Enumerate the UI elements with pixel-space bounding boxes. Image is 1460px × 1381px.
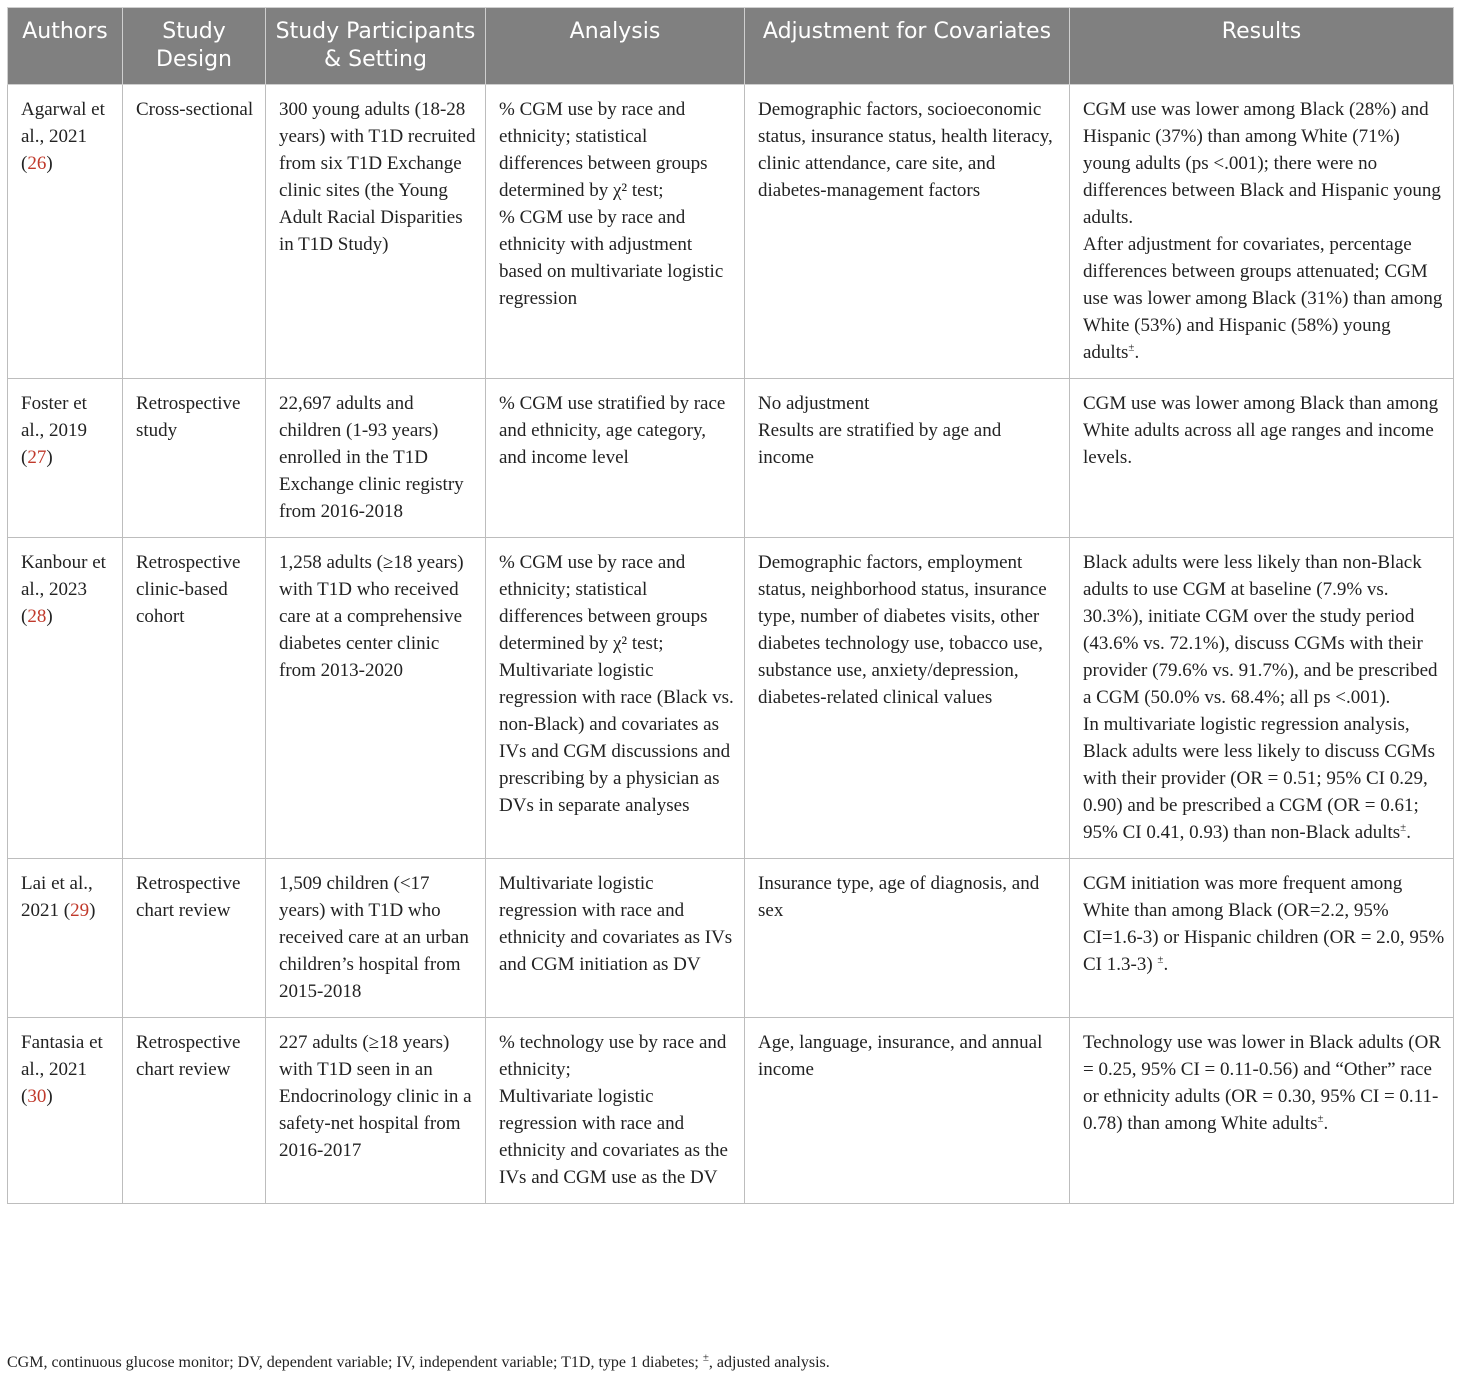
- cell-adjustment: [745, 379, 1070, 538]
- cell-results: [1070, 859, 1454, 1018]
- authors-text: Foster et al., 2019: [21, 393, 87, 441]
- table-row: [8, 85, 1454, 379]
- cell-analysis-line: % CGM use by race and ethnicity; statistical differences between groups determined by χ² test;: [499, 552, 708, 654]
- header-participants: Study Participants & Setting: [266, 8, 486, 85]
- cell-analysis: [486, 85, 745, 379]
- cell-analysis-line: Multivariate logistic regression with race and ethnicity and covariates as IVs and CGM initiation as DV: [499, 873, 733, 975]
- cell-study-design: Retrospective clinic-based cohort: [123, 538, 266, 859]
- header-analysis: Analysis: [486, 8, 745, 85]
- cell-adjustment-line: Demographic factors, socioeconomic status, insurance status, health literacy, clinic attendance, care site, and diabetes-management factors: [758, 99, 1053, 201]
- cell-authors: Lai et al., 2021 (29): [8, 859, 123, 1018]
- cell-study-design: Retrospective study: [123, 379, 266, 538]
- cell-study-design: Retrospective chart review: [123, 859, 266, 1018]
- cell-authors: Kanbour et al., 2023 (28): [8, 538, 123, 859]
- cell-results: [1070, 1018, 1454, 1204]
- cell-adjustment-line: Results are stratified by age and income: [758, 420, 1002, 468]
- cell-analysis: [486, 538, 745, 859]
- cell-results-line: CGM initiation was more frequent among White than among Black (OR=2.2, 95% CI=1.6-3) or Hispanic children (OR = 2.0, 95% CI 1.3-3) ±.: [1083, 873, 1445, 975]
- cell-adjustment: [745, 538, 1070, 859]
- cell-adjustment-line: Age, language, insurance, and annual income: [758, 1032, 1043, 1080]
- header-row: [8, 8, 1454, 85]
- cell-adjustment-line: Demographic factors, employment status, neighborhood status, insurance type, number of diabetes visits, other diabetes technology use, tobacco use, substance use, anxiety/depression, diabetes-related clinical values: [758, 552, 1047, 708]
- table-body: [8, 85, 1454, 1204]
- cell-results-line: Black adults were less likely than non-Black adults to use CGM at baseline (7.9% vs. 30.3%), initiate CGM over the study period (43.6% vs. 72.1%), discuss CGMs with their provider (79.6% vs. 91.7%), and be prescribed a CGM (50.0% vs. 68.4%; all ps <.001).: [1083, 552, 1438, 708]
- header-study-design: Study Design: [123, 8, 266, 85]
- cell-results: [1070, 538, 1454, 859]
- cell-adjustment: [745, 85, 1070, 379]
- header-results: Results: [1070, 8, 1454, 85]
- cell-analysis: [486, 859, 745, 1018]
- cell-adjustment-line: No adjustment: [758, 393, 870, 414]
- cell-study-design: Retrospective chart review: [123, 1018, 266, 1204]
- cell-results-line: Technology use was lower in Black adults (OR = 0.25, 95% CI = 0.11-0.56) and “Other” race or ethnicity adults (OR = 0.30, 95% CI = 0.11-0.78) than among White adults±.: [1083, 1032, 1442, 1134]
- reference-link[interactable]: 28: [27, 606, 47, 627]
- authors-text: Agarwal et al., 2021: [21, 99, 105, 147]
- cell-participants: 300 young adults (18-28 years) with T1D recruited from six T1D Exchange clinic sites (the Young Adult Racial Disparities in T1D Study): [266, 85, 486, 379]
- cell-analysis: [486, 379, 745, 538]
- cell-authors: Foster et al., 2019 (27): [8, 379, 123, 538]
- authors-text: Fantasia et al., 2021: [21, 1032, 103, 1080]
- authors-text: Lai et al., 2021: [21, 873, 93, 921]
- cell-results-line: After adjustment for covariates, percentage differences between groups attenuated; CGM use was lower among Black (31%) than among White (53%) and Hispanic (58%) young adults±.: [1083, 234, 1443, 363]
- cell-participants: 22,697 adults and children (1-93 years) enrolled in the T1D Exchange clinic registry from 2016-2018: [266, 379, 486, 538]
- cell-results-line: In multivariate logistic regression analysis, Black adults were less likely to discuss CGMs with their provider (OR = 0.51; 95% CI 0.29, 0.90) and be prescribed a CGM (OR = 0.61; 95% CI 0.41, 0.93) than non-Black adults±.: [1083, 714, 1435, 843]
- reference-link[interactable]: 29: [70, 900, 90, 921]
- authors-text: Kanbour et al., 2023: [21, 552, 106, 600]
- cell-analysis-line: % CGM use by race and ethnicity with adjustment based on multivariate logistic regression: [499, 207, 724, 309]
- cell-results: [1070, 85, 1454, 379]
- table-row: [8, 1018, 1454, 1204]
- cell-authors: Fantasia et al., 2021 (30): [8, 1018, 123, 1204]
- cell-authors: Agarwal et al., 2021 (26): [8, 85, 123, 379]
- table-footnote: CGM, continuous glucose monitor; DV, dependent variable; IV, independent variable; T1D, type 1 diabetes; ±, adjusted analysis.: [7, 1351, 830, 1371]
- cell-participants: 1,509 children (<17 years) with T1D who received care at an urban children’s hospital from 2015-2018: [266, 859, 486, 1018]
- cell-study-design: Cross-sectional: [123, 85, 266, 379]
- cell-analysis: [486, 1018, 745, 1204]
- cell-participants: 227 adults (≥18 years) with T1D seen in an Endocrinology clinic in a safety-net hospital from 2016-2017: [266, 1018, 486, 1204]
- cell-analysis-line: % CGM use stratified by race and ethnicity, age category, and income level: [499, 393, 726, 468]
- cell-analysis-line: Multivariate logistic regression with race and ethnicity and covariates as the IVs and CGM use as the DV: [499, 1086, 728, 1188]
- studies-table: [7, 7, 1454, 1204]
- cell-adjustment: [745, 859, 1070, 1018]
- cell-adjustment-line: Insurance type, age of diagnosis, and sex: [758, 873, 1040, 921]
- cell-participants: 1,258 adults (≥18 years) with T1D who received care at a comprehensive diabetes center clinic from 2013-2020: [266, 538, 486, 859]
- cell-adjustment: [745, 1018, 1070, 1204]
- cell-results: [1070, 379, 1454, 538]
- table-row: [8, 538, 1454, 859]
- header-adjustment: Adjustment for Covariates: [745, 8, 1070, 85]
- reference-link[interactable]: 26: [27, 153, 47, 174]
- cell-analysis-line: Multivariate logistic regression with race (Black vs. non-Black) and covariates as IVs and CGM discussions and prescribing by a physician as DVs in separate analyses: [499, 660, 734, 816]
- cell-results-line: CGM use was lower among Black than among White adults across all age ranges and income levels.: [1083, 393, 1439, 468]
- cell-results-line: CGM use was lower among Black (28%) and Hispanic (37%) than among White (71%) young adults (ps <.001); there were no differences between Black and Hispanic young adults.: [1083, 99, 1441, 228]
- cell-analysis-line: % CGM use by race and ethnicity; statistical differences between groups determined by χ² test;: [499, 99, 708, 201]
- header-authors: Authors: [8, 8, 123, 85]
- table-row: [8, 859, 1454, 1018]
- reference-link[interactable]: 27: [27, 447, 47, 468]
- reference-link[interactable]: 30: [27, 1086, 47, 1107]
- table-row: [8, 379, 1454, 538]
- cell-analysis-line: % technology use by race and ethnicity;: [499, 1032, 727, 1080]
